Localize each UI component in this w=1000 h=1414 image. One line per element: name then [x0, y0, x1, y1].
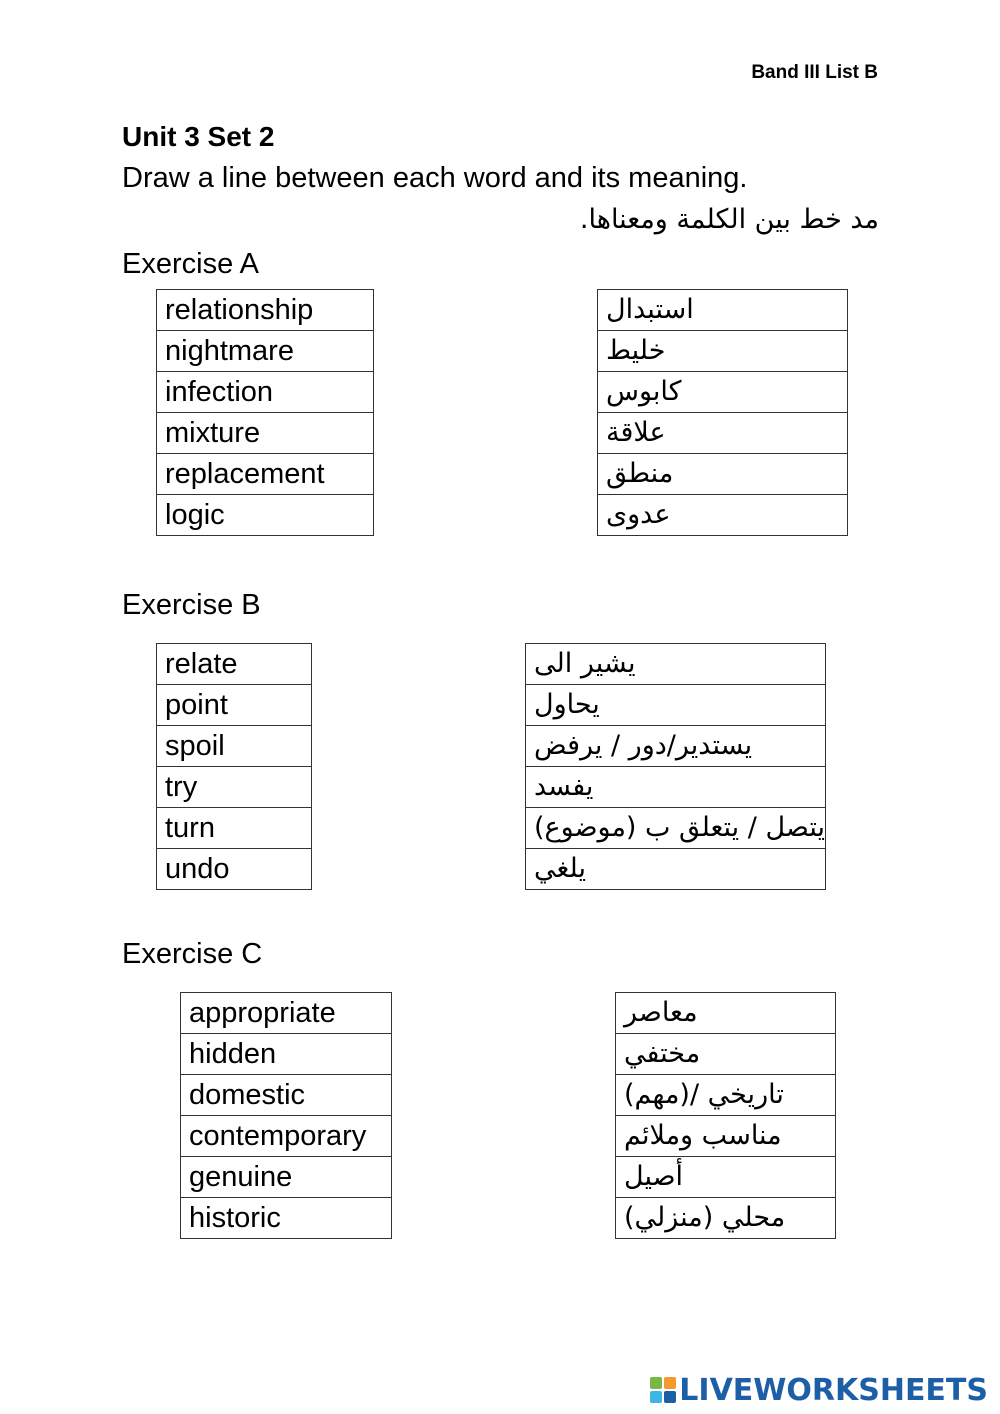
meaning-text: معاصر [624, 997, 698, 1028]
instruction-arabic: مد خط بين الكلمة ومعناها. [579, 204, 879, 235]
liveworksheets-logo [650, 1373, 988, 1407]
word-cell[interactable]: logic [157, 495, 374, 536]
page-title: Unit 3 Set 2 [122, 121, 275, 152]
meaning-text: مناسب وملائم [624, 1120, 782, 1151]
meaning-cell[interactable] [526, 767, 826, 808]
meaning-text: يلغي [534, 853, 586, 884]
meaning-cell[interactable] [598, 290, 848, 331]
meaning-cell[interactable] [598, 495, 848, 536]
meaning-text: خليط [606, 335, 666, 366]
meaning-cell[interactable] [526, 644, 826, 685]
meaning-cell[interactable] [616, 993, 836, 1034]
word-cell[interactable]: relate [157, 644, 312, 685]
meaning-text: يستدير/دور / يرفض [534, 730, 753, 761]
exercise-a-meanings [597, 289, 848, 536]
exercise-c-meanings [615, 992, 836, 1239]
word-cell[interactable]: nightmare [157, 331, 374, 372]
meaning-text: استبدال [606, 294, 694, 325]
word-cell[interactable]: infection [157, 372, 374, 413]
meaning-text: عدوى [606, 499, 671, 530]
word-cell[interactable]: hidden [181, 1034, 392, 1075]
meaning-text: يتصل / يتعلق ب (موضوع) [534, 812, 825, 843]
exercise-b-meanings [525, 643, 826, 890]
meaning-cell[interactable] [598, 413, 848, 454]
word-cell[interactable]: spoil [157, 726, 312, 767]
logo-blocks-icon [650, 1377, 676, 1403]
meaning-text: مختفي [624, 1038, 701, 1069]
meaning-cell[interactable] [616, 1075, 836, 1116]
meaning-text: علاقة [606, 417, 666, 448]
word-cell[interactable]: relationship [157, 290, 374, 331]
meaning-cell[interactable] [526, 849, 826, 890]
meaning-text: كابوس [606, 376, 682, 407]
exercise-b-words [156, 643, 312, 890]
word-cell[interactable]: contemporary [181, 1116, 392, 1157]
meaning-cell[interactable] [616, 1034, 836, 1075]
word-cell[interactable]: point [157, 685, 312, 726]
meaning-text: يشير الى [534, 648, 636, 679]
word-cell[interactable]: domestic [181, 1075, 392, 1116]
meaning-cell[interactable] [526, 808, 826, 849]
meaning-cell[interactable] [526, 726, 826, 767]
meaning-cell[interactable] [616, 1198, 836, 1239]
meaning-text: يفسد [534, 771, 594, 802]
word-cell[interactable]: try [157, 767, 312, 808]
meaning-cell[interactable] [598, 331, 848, 372]
meaning-cell[interactable] [598, 372, 848, 413]
word-cell[interactable]: replacement [157, 454, 374, 495]
word-cell[interactable]: appropriate [181, 993, 392, 1034]
word-cell[interactable]: mixture [157, 413, 374, 454]
instruction: Draw a line between each word and its meaning. [122, 162, 748, 194]
meaning-cell[interactable] [526, 685, 826, 726]
band-label: Band III List B [751, 62, 878, 83]
word-cell[interactable]: turn [157, 808, 312, 849]
exercise-a-words [156, 289, 374, 536]
exercise-c-title: Exercise C [122, 938, 263, 970]
meaning-text: تاريخي /(مهم) [624, 1079, 784, 1110]
meaning-cell[interactable] [598, 454, 848, 495]
word-cell[interactable]: undo [157, 849, 312, 890]
meaning-text: يحاول [534, 689, 600, 720]
word-cell[interactable]: historic [181, 1198, 392, 1239]
meaning-text: محلي (منزلي) [624, 1202, 786, 1233]
meaning-text: أصيل [624, 1161, 684, 1192]
exercise-c-words [180, 992, 392, 1239]
exercise-b-title: Exercise B [122, 589, 261, 621]
logo-text: LIVEWORKSHEETS [679, 1372, 988, 1408]
exercise-a-title: Exercise A [122, 248, 259, 280]
meaning-text: منطق [606, 458, 674, 489]
word-cell[interactable]: genuine [181, 1157, 392, 1198]
meaning-cell[interactable] [616, 1116, 836, 1157]
meaning-cell[interactable] [616, 1157, 836, 1198]
